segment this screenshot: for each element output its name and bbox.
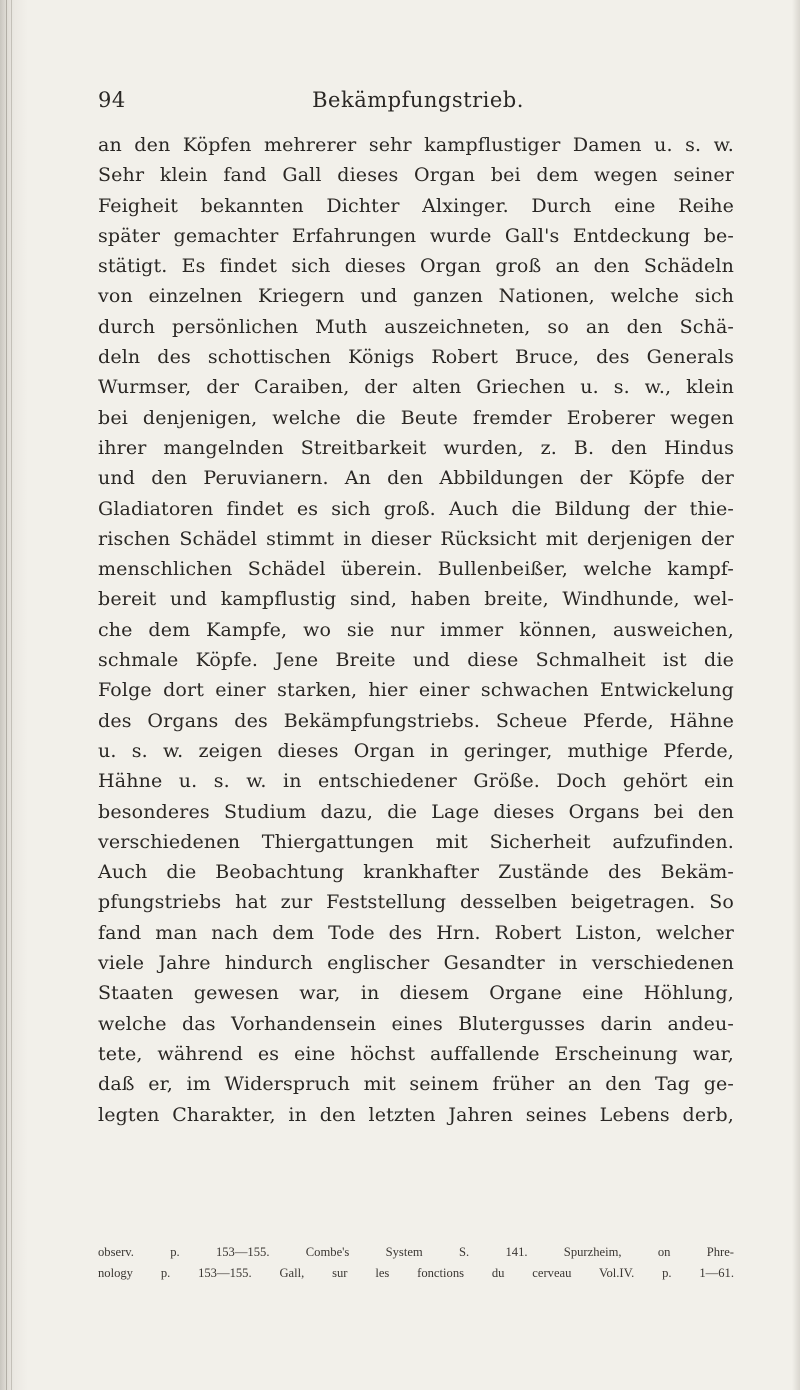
text-line: stätigt. Es findet sich dieses Organ groß an den Schädeln bbox=[98, 255, 734, 278]
text-line: che dem Kampfe, wo sie nur immer können, ausweichen, bbox=[98, 618, 734, 641]
page-edge-line bbox=[6, 0, 7, 1390]
page-right-edge bbox=[792, 0, 800, 1390]
text-line: besonderes Studium dazu, die Lage dieses Organs bei den bbox=[98, 800, 734, 823]
body-text bbox=[98, 130, 734, 1130]
text-line: menschlichen Schädel überein. Bullenbeißer, welche kampf- bbox=[98, 558, 734, 581]
text-line: Folge dort einer starken, hier einer schwachen Entwickelung bbox=[98, 679, 734, 702]
text-line: des Organs des Bekämpfungstriebs. Scheue Pferde, Hähne bbox=[98, 709, 734, 732]
text-line: Feigheit bekannten Dichter Alxinger. Durch eine Reihe bbox=[98, 194, 734, 217]
text-line: Staaten gewesen war, in diesem Organe eine Höhlung, bbox=[98, 982, 734, 1005]
text-line: bei denjenigen, welche die Beute fremder Eroberer wegen bbox=[98, 406, 734, 429]
text-line: u. s. w. zeigen dieses Organ in geringer, muthige Pferde, bbox=[98, 739, 734, 762]
footnotes bbox=[98, 1242, 734, 1284]
text-line: viele Jahre hindurch englischer Gesandter in verschiedenen bbox=[98, 952, 734, 975]
text-line: durch persönlichen Muth auszeichneten, so an den Schä- bbox=[98, 315, 734, 338]
text-line: pfungstriebs hat zur Feststellung desselben beigetragen. So bbox=[98, 891, 734, 914]
text-line: Sehr klein fand Gall dieses Organ bei dem wegen seiner bbox=[98, 164, 734, 187]
text-line: fand man nach dem Tode des Hrn. Robert Liston, welcher bbox=[98, 921, 734, 944]
text-line: daß er, im Widerspruch mit seinem früher an den Tag ge- bbox=[98, 1073, 734, 1096]
text-line: Hähne u. s. w. in entschiedener Größe. Doch gehört ein bbox=[98, 770, 734, 793]
text-line: von einzelnen Kriegern und ganzen Nationen, welche sich bbox=[98, 285, 734, 308]
text-line: Wurmser, der Caraiben, der alten Griechen u. s. w., klein bbox=[98, 376, 734, 399]
text-line: welche das Vorhandensein eines Blutergusses darin andeu- bbox=[98, 1012, 734, 1035]
text-line: Auch die Beobachtung krankhafter Zustände des Bekäm- bbox=[98, 861, 734, 884]
text-line: deln des schottischen Königs Robert Bruce, des Generals bbox=[98, 346, 734, 369]
page-header bbox=[98, 88, 738, 118]
text-line: legten Charakter, in den letzten Jahren seines Lebens derb, bbox=[98, 1103, 734, 1126]
running-title: Bekämpfungstrieb. bbox=[312, 88, 524, 112]
text-line: verschiedenen Thiergattungen mit Sicherheit aufzufinden. bbox=[98, 830, 734, 853]
page-number: 94 bbox=[98, 88, 126, 112]
text-line: bereit und kampflustig sind, haben breite, Windhunde, wel- bbox=[98, 588, 734, 611]
text-line: später gemachter Erfahrungen wurde Gall's Entdeckung be- bbox=[98, 224, 734, 247]
text-line: schmale Köpfe. Jene Breite und diese Schmalheit ist die bbox=[98, 649, 734, 672]
text-line: tete, während es eine höchst auffallende Erscheinung war, bbox=[98, 1042, 734, 1065]
page-edge-line bbox=[11, 0, 12, 1390]
footnote-line: observ. p. 153—155. Combe's System S. 141. Spurzheim, on Phre- bbox=[98, 1245, 734, 1259]
text-line: an den Köpfen mehrerer sehr kampflustiger Damen u. s. w. bbox=[98, 134, 734, 156]
text-line: Gladiatoren findet es sich groß. Auch die Bildung der thie- bbox=[98, 497, 734, 520]
footnote-line: nology p. 153—155. Gall, sur les fonctions du cerveau Vol.IV. p. 1—61. bbox=[98, 1266, 734, 1280]
text-line: rischen Schädel stimmt in dieser Rücksicht mit derjenigen der bbox=[98, 527, 734, 550]
text-line: und den Peruvianern. An den Abbildungen der Köpfe der bbox=[98, 467, 734, 490]
page-gutter-shadow bbox=[0, 0, 28, 1390]
text-line: ihrer mangelnden Streitbarkeit wurden, z. B. den Hindus bbox=[98, 436, 734, 459]
